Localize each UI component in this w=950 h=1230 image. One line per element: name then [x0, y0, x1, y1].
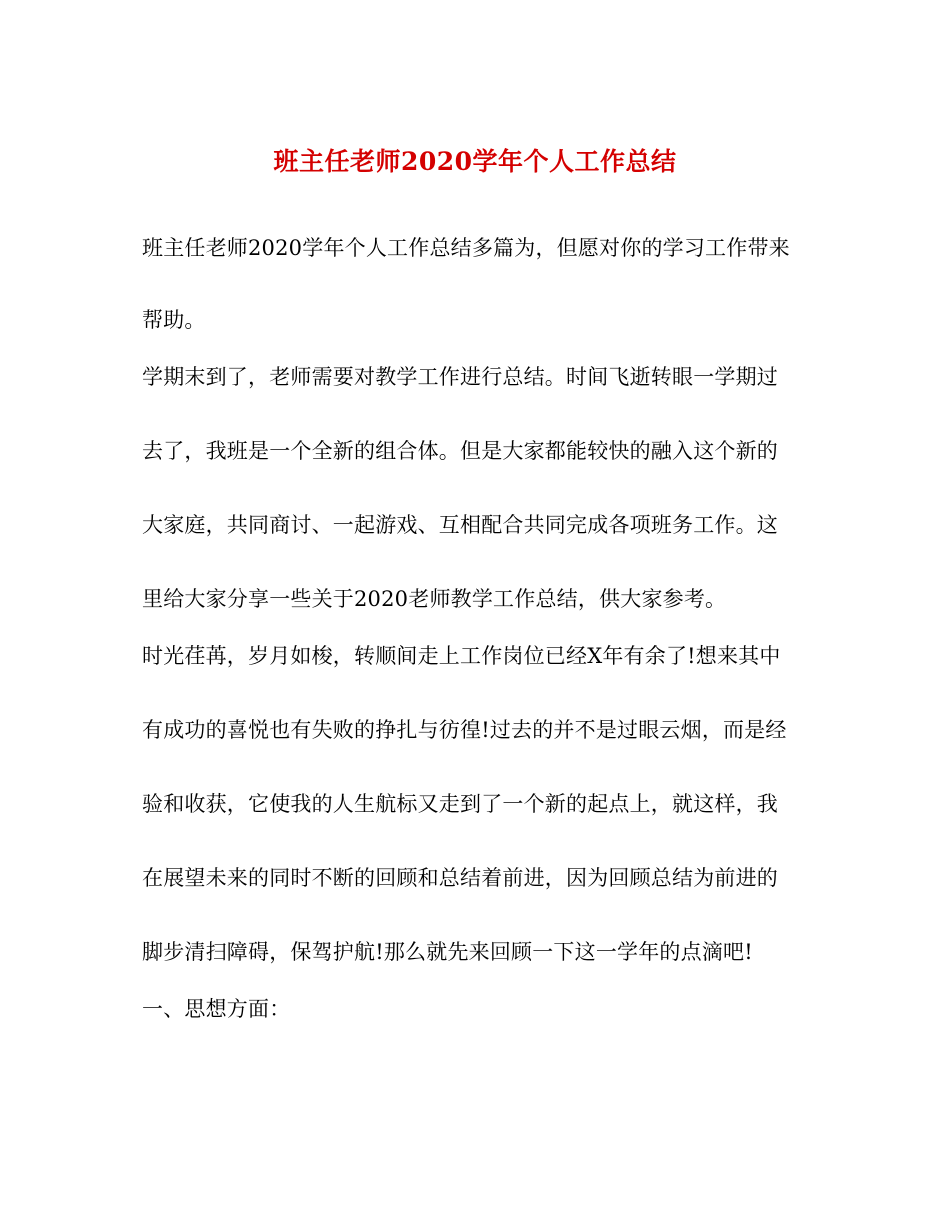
paragraph-line-1: 班主任老师2020学年个人工作总结多篇为，但愿对你的学习工作带来 [142, 236, 790, 260]
paragraph-line-6: 里给大家分享一些关于2020老师教学工作总结，供大家参考。 [142, 587, 727, 611]
paragraph-line-8: 有成功的喜悦也有失败的挣扎与彷徨!过去的并不是过眼云烟，而是经 [142, 718, 787, 742]
paragraph-line-10: 在展望未来的同时不断的回顾和总结着前进，因为回顾总结为前进的 [142, 866, 778, 890]
paragraph-line-9: 验和收获，它使我的人生航标又走到了一个新的起点上，就这样，我 [142, 792, 778, 816]
paragraph-line-7: 时光荏苒，岁月如梭，转顺间走上工作岗位已经X年有余了!想来其中 [142, 644, 781, 668]
document-title: 班主任老师2020学年个人工作总结 [273, 147, 677, 176]
paragraph-line-5: 大家庭，共同商讨、一起游戏、互相配合共同完成各项班务工作。这 [142, 513, 778, 537]
paragraph-line-3: 学期末到了，老师需要对教学工作进行总结。时间飞逝转眼一学期过 [142, 365, 778, 389]
section-heading-thoughts: 一、思想方面： [142, 997, 291, 1021]
paragraph-line-4: 去了，我班是一个全新的组合体。但是大家都能较快的融入这个新的 [142, 439, 778, 463]
paragraph-line-2: 帮助。 [142, 308, 206, 332]
paragraph-line-11: 脚步清扫障碍，保驾护航!那么就先来回顾一下这一学年的点滴吧! [142, 940, 753, 964]
